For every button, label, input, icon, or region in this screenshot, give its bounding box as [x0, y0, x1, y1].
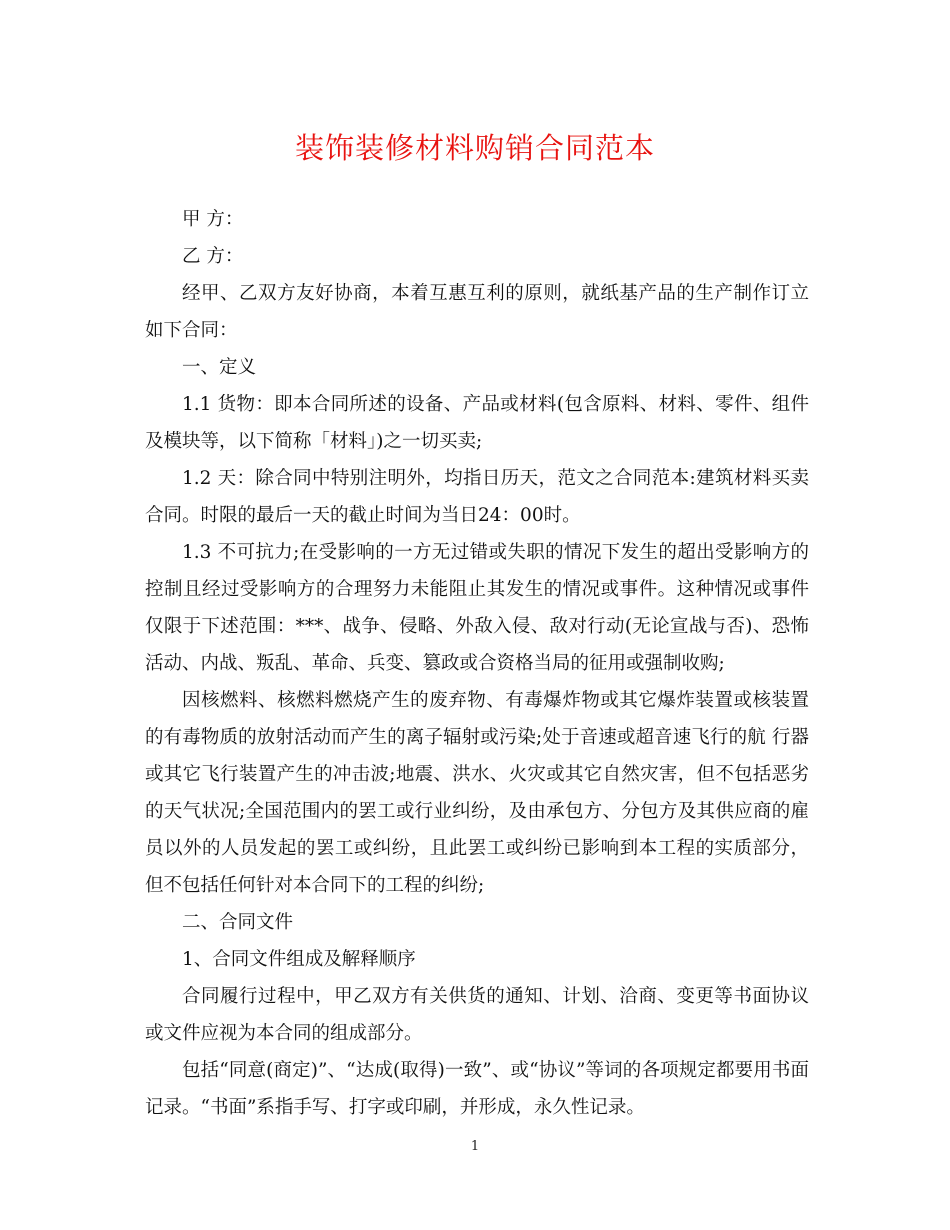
page-number: 1 [470, 1139, 480, 1154]
clause-1-2: 1.2 天：除合同中特别注明外，均指日历天，范文之合同范本:建筑材料买卖合同。时限的最后一天的截止时间为当日24：00时。 [145, 468, 809, 526]
document-title: 装饰装修材料购销合同范本 [294, 131, 655, 165]
clause-1-1: 1.1 货物：即本合同所述的设备、产品或材料(包含原料、材料、零件、组件及模块等，以下简称「材料」)之一切买卖; [145, 394, 809, 452]
section-contract-documents-heading: 二、合同文件 [182, 912, 294, 933]
force-majeure-paragraph: 因核燃料、核燃料燃烧产生的废弃物、有毒爆炸物或其它爆炸装置或核装置的有毒物质的放射活动而产生的离子辐射或污染;处于音速或超音速飞行的航 行器或其它飞行装置产生的冲击波;地震、洪水、火灾或其它自然灾害，但不包括恶劣的天气状况;全国范围内的罢工或行业纠纷，及由承包方、分包方及其供应商的雇员以外的人员发起的罢工或纠纷，且此罢工或纠纷已影响到本工程的实质部分，但不包括任何针对本合同下的工程的纠纷; [145, 690, 809, 896]
party-a-line: 甲 方： [182, 209, 244, 230]
subsection-heading: 1、合同文件组成及解释顺序 [182, 949, 416, 970]
written-record-paragraph: 包括“同意(商定)”、“达成(取得)一致”、或“协议”等词的各项规定都要用书面记录。“书面”系指手写、打字或印刷，并形成，永久性记录。 [145, 1060, 809, 1118]
contract-performance-paragraph: 合同履行过程中，甲乙双方有关供货的通知、计划、洽商、变更等书面协议或文件应视为本合同的组成部分。 [145, 986, 809, 1044]
intro-paragraph: 经甲、乙双方友好协商，本着互惠互利的原则，就纸基产品的生产制作订立如下合同： [145, 283, 809, 341]
section-definitions-heading: 一、定义 [182, 357, 257, 378]
document-body [145, 201, 809, 1126]
clause-1-3: 1.3 不可抗力;在受影响的一方无过错或失职的情况下发生的超出受影响方的控制且经过受影响方的合理努力未能阻止其发生的情况或事件。这种情况或事件仅限于下述范围：***、战争、侵略、外敌入侵、敌对行动(无论宣战与否)、恐怖活动、内战、叛乱、革命、兵变、篡政或合资格当局的征用或强制收购; [145, 542, 809, 674]
party-b-line: 乙 方： [182, 246, 244, 267]
